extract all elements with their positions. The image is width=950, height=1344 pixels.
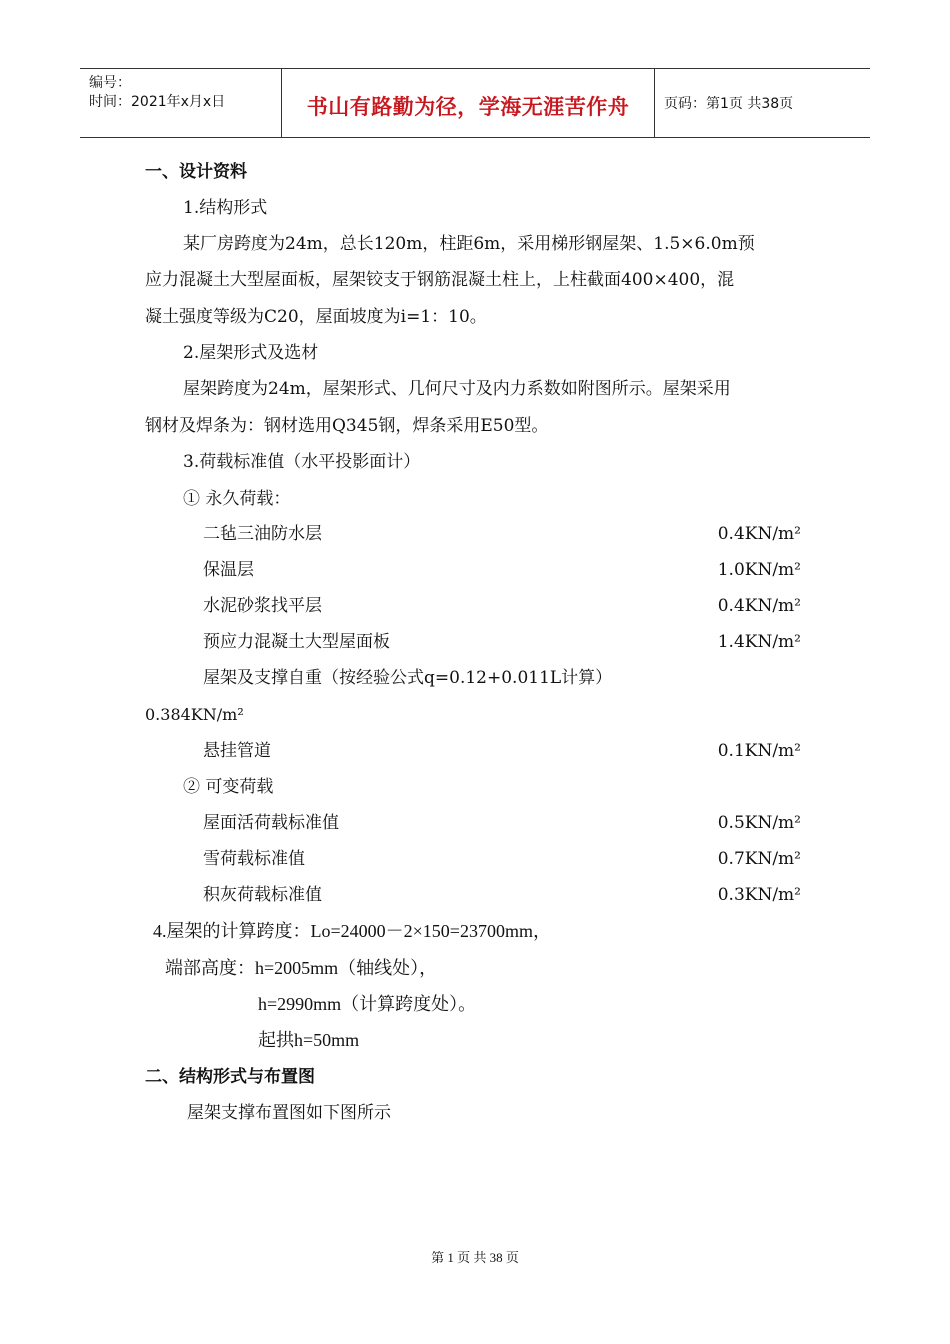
item4-line: 4.屋架的计算跨度：Lo=24000－2×150=23700mm，	[153, 921, 551, 941]
item4-line: h=2990mm（计算跨度处）。	[258, 994, 477, 1014]
load-value: 0.3KN/m²	[717, 885, 801, 905]
item4-line: 起拱h=50mm	[258, 1030, 360, 1050]
load-name: 积灰荷载标准值	[203, 885, 322, 905]
permanent-title: ① 永久荷载：	[183, 489, 291, 509]
section2-heading: 二、结构形式与布置图	[145, 1067, 315, 1087]
page-footer: 第 1 页 共 38 页	[431, 1250, 519, 1265]
load-value: 1.4KN/m²	[717, 632, 801, 652]
item1-text-line: 应力混凝土大型屋面板，屋架铰支于钢筋混凝土柱上，上柱截面400×400，混	[145, 270, 735, 290]
pipe-name: 悬挂管道	[203, 741, 271, 761]
self-weight-value: 0.384KN/m²	[145, 705, 244, 724]
load-name: 二毡三油防水层	[203, 524, 322, 544]
load-name: 屋面活荷载标准值	[203, 813, 339, 833]
section2-text: 屋架支撑布置图如下图所示	[187, 1103, 391, 1123]
item3-title: 3.荷载标准值（水平投影面计）	[183, 452, 421, 472]
header-motto-cell	[282, 69, 655, 137]
variable-title: ② 可变荷载	[183, 777, 274, 797]
self-weight-name: 屋架及支撑自重（按经验公式q=0.12+0.011L计算）	[203, 668, 613, 688]
load-value: 0.4KN/m²	[717, 596, 801, 616]
item1-text-line: 凝土强度等级为C20，屋面坡度为i=1：10。	[145, 307, 487, 327]
header-meta-cell	[80, 69, 282, 137]
load-value: 1.0KN/m²	[717, 560, 801, 580]
page-info: 页码：第1页 共38页	[664, 96, 794, 112]
load-value: 0.7KN/m²	[717, 849, 801, 869]
number-label: 编号：	[89, 75, 131, 91]
item2-title: 2.屋架形式及选材	[183, 343, 319, 363]
load-value: 0.4KN/m²	[717, 524, 801, 544]
item4-line: 端部高度：h=2005mm（轴线处），	[165, 958, 438, 978]
item1-text-line: 某厂房跨度为24m，总长120m，柱距6m，采用梯形钢屋架、1.5×6.0m预	[183, 234, 755, 254]
motto: 书山有路勤为径，学海无涯苦作舟	[306, 95, 630, 119]
pipe-value: 0.1KN/m²	[717, 741, 801, 761]
header-page-cell	[655, 69, 870, 137]
time-label: 时间：2021年x月x日	[89, 94, 226, 110]
item2-text-line: 屋架跨度为24m，屋架形式、几何尺寸及内力系数如附图所示。屋架采用	[183, 379, 731, 399]
load-name: 水泥砂浆找平层	[203, 596, 322, 616]
load-name: 雪荷载标准值	[203, 849, 305, 869]
load-value: 0.5KN/m²	[717, 813, 801, 833]
item2-text-line: 钢材及焊条为：钢材选用Q345钢，焊条采用E50型。	[145, 416, 549, 436]
load-name: 保温层	[203, 560, 254, 580]
item1-title: 1.结构形式	[183, 198, 268, 218]
section1-heading: 一、设计资料	[145, 162, 247, 182]
page-header	[80, 68, 870, 138]
load-name: 预应力混凝土大型屋面板	[203, 632, 390, 652]
